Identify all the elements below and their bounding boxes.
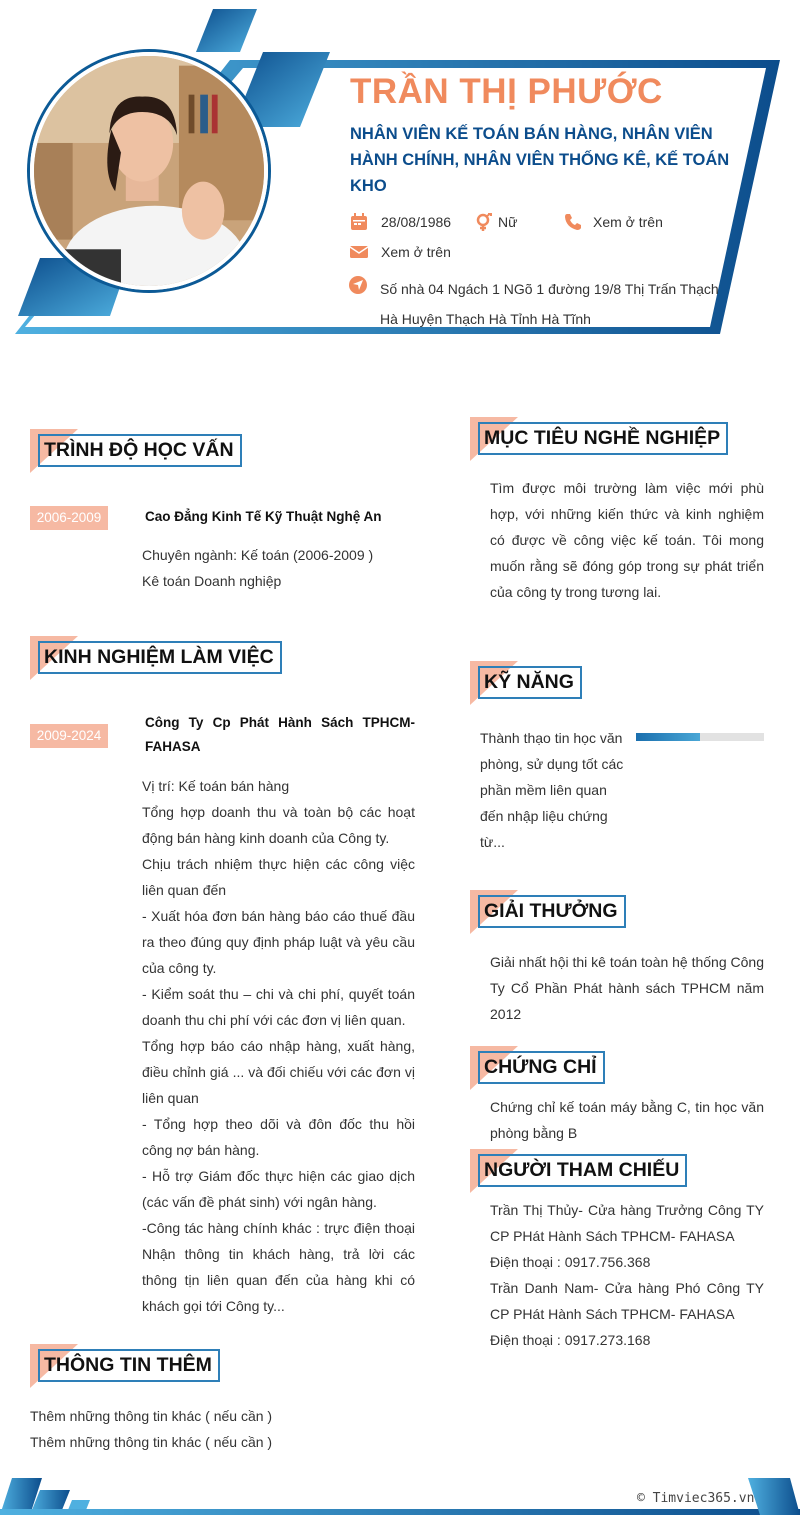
email-value: Xem ở trên — [381, 244, 451, 260]
skill-name: Thành thạo tin học văn phòng, sử dụng tốt các phần mềm liên quan đến nhập liệu chứng từ... — [480, 730, 624, 850]
extra-line: Thêm những thông tin khác ( nếu cần ) — [30, 1434, 273, 1450]
skill-level-fill — [636, 733, 700, 741]
gender-value: Nữ — [498, 214, 518, 230]
section-references — [470, 1149, 687, 1187]
section-title: KINH NGHIỆM LÀM VIỆC — [38, 641, 282, 674]
section-title: TRÌNH ĐỘ HỌC VẤN — [38, 434, 242, 467]
section-experience — [30, 636, 282, 674]
skill-level-bar — [636, 733, 764, 741]
education-years: 2006-2009 — [30, 506, 108, 530]
section-certificates — [470, 1046, 605, 1084]
section-awards — [470, 890, 626, 928]
gender-icon — [474, 212, 494, 232]
reference-1-phone: Điện thoại : 0917.756.368 — [490, 1254, 651, 1270]
section-objective — [470, 417, 728, 455]
copyright-text: © Timviec365.vn — [637, 1491, 755, 1506]
phone-icon — [563, 212, 583, 232]
birthday-row — [349, 212, 451, 232]
experience-company: Công Ty Cp Phát Hành Sách TPHCM- FAHASA — [145, 715, 415, 754]
section-title: THÔNG TIN THÊM — [38, 1349, 220, 1382]
extra-line: Thêm những thông tin khác ( nếu cần ) — [30, 1408, 273, 1424]
location-icon — [349, 276, 369, 296]
reference-2-phone: Điện thoại : 0917.273.168 — [490, 1332, 651, 1348]
profile-photo-icon — [34, 56, 264, 286]
section-extra-info — [30, 1344, 220, 1382]
awards-text: Giải nhất hội thi kê toán toàn hệ thống Công Ty Cổ Phần Phát hành sách TPHCM năm 2012 — [490, 954, 764, 1022]
phone-row — [563, 212, 663, 232]
section-title: GIẢI THƯỞNG — [478, 895, 626, 928]
section-title: CHỨNG CHỈ — [478, 1051, 605, 1084]
avatar — [30, 52, 268, 290]
reference-2: Trần Danh Nam- Cửa hàng Phó Công TY CP PHát Hành Sách TPHCM- FAHASA — [490, 1280, 764, 1322]
section-title: KỸ NĂNG — [478, 666, 582, 699]
gender-row — [474, 212, 517, 232]
candidate-name: TRẦN THỊ PHƯỚC — [350, 72, 663, 111]
objective-text: Tìm được môi trường làm việc mới phù hợp, với những kiến thức và kinh nghiệm có được về công việc kế toán. Tôi mong muốn rằng sẽ đóng góp trong sự phát triển của công ty trong tương lai. — [490, 480, 764, 600]
calendar-icon — [349, 212, 369, 232]
certificates-text: Chứng chỉ kế toán máy bằng C, tin học văn phòng bằng B — [490, 1099, 764, 1141]
section-title: NGƯỜI THAM CHIẾU — [478, 1154, 687, 1187]
section-title: MỤC TIÊU NGHỀ NGHIỆP — [478, 422, 728, 455]
address-value: Số nhà 04 Ngách 1 NGõ 1 đường 19/8 Thị Trấn Thạch Hà Huyện Thạch Hà Tỉnh Hà Tĩnh — [380, 281, 719, 327]
birthday-value: 28/08/1986 — [381, 214, 452, 230]
education-major: Chuyên ngành: Kế toán (2006-2009 ) — [142, 547, 374, 563]
mail-icon — [349, 242, 369, 262]
education-school: Cao Đẳng Kinh Tế Kỹ Thuật Nghệ An — [145, 509, 382, 524]
phone-value: Xem ở trên — [593, 214, 663, 230]
job-title: NHÂN VIÊN KẾ TOÁN BÁN HÀNG, NHÂN VIÊN HÀNH CHÍNH, NHÂN VIÊN THỐNG KÊ, KẾ TOÁN KHO — [350, 125, 730, 195]
section-skills — [470, 661, 582, 699]
experience-years: 2009-2024 — [30, 724, 108, 748]
section-education — [30, 429, 242, 467]
experience-description: Vị trí: Kế toán bán hàng Tổng hợp doanh thu và toàn bộ các hoạt động bán hàng kinh doanh của Công ty. Chịu trách nhiệm thực hiện các công việc liên quan đến - Xuất hóa đơn bán hàng báo cáo thuế đầu ra theo đúng quy định pháp luật và yêu cầu của công ty. - Kiểm soát thu – chi và chi phí, quyết toán doanh thu chi phí với các đơn vị liên quan. Tổng hợp báo cáo nhập hàng, xuất hàng, điều chỉnh giá ... và đối chiếu với các đơn vị liên quan - Tổng hợp theo dõi và đôn đốc thu hồi công nợ bán hàng. - Hỗ trợ Giám đốc thực hiện các giao dịch (các vấn đề phát sinh) với ngân hàng. -Công tác hàng chính khác : trực điện thoại Nhận thông tin khách hàng, trả lời các thông tịn liên quan đến của hàng khi có khách gọi tới Công ty... — [142, 778, 415, 1314]
education-detail: Kê toán Doanh nghiệp — [142, 573, 282, 589]
reference-1: Trần Thị Thủy- Cửa hàng Trưởng Công TY CP PHát Hành Sách TPHCM- FAHASA — [490, 1202, 764, 1244]
email-row — [349, 242, 451, 262]
